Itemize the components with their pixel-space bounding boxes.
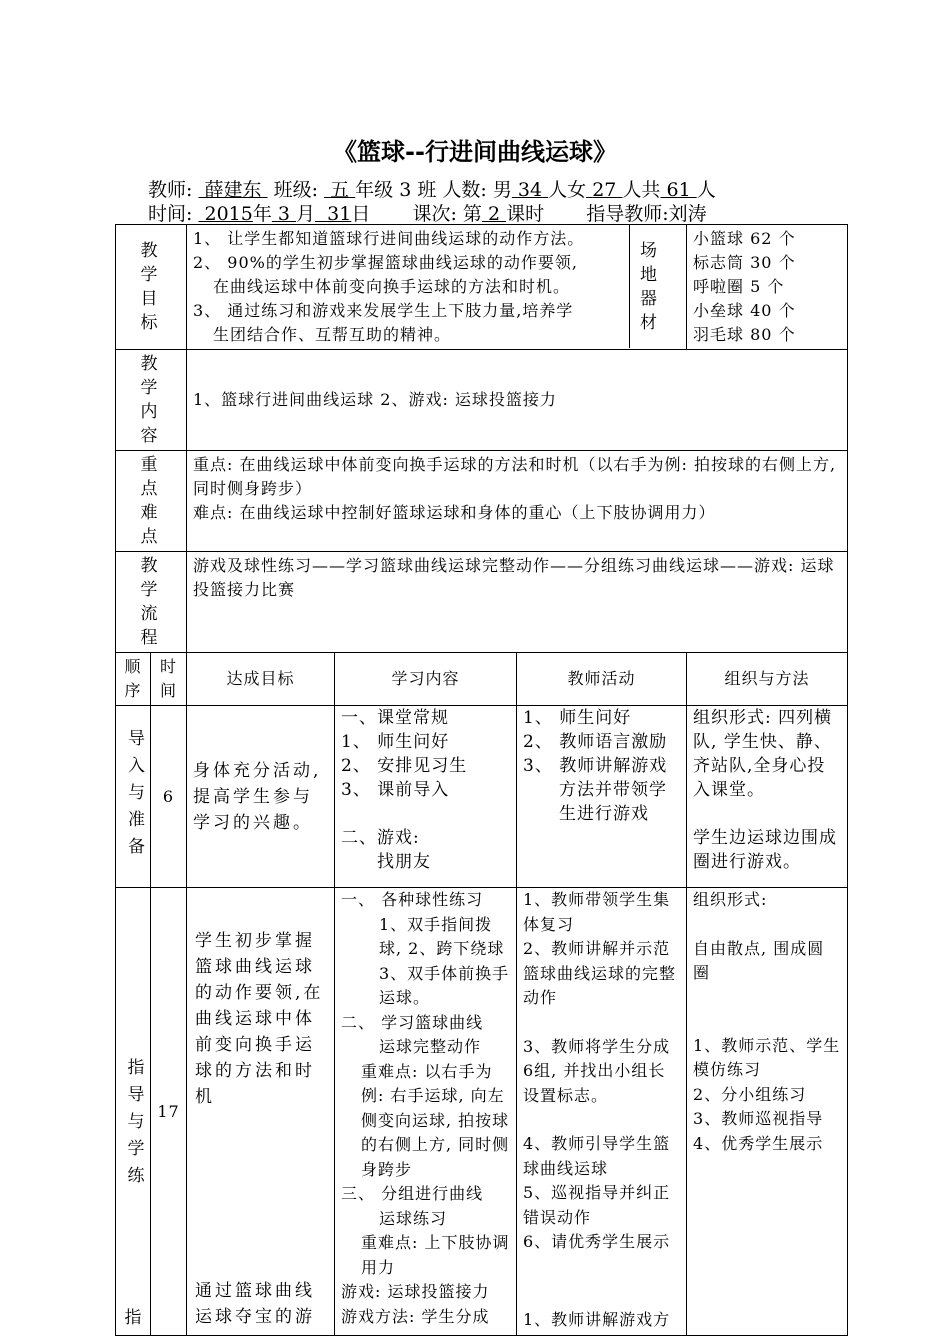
teacher-item: 3、 教师讲解游戏 — [523, 756, 668, 776]
study-item: 一、课堂常规 — [341, 708, 449, 728]
total-label: 人共 — [622, 179, 661, 201]
col-teacher: 教师活动 — [517, 653, 687, 706]
study-item: 2、 安排见习生 — [341, 756, 468, 776]
teacher-item: 3、教师将学生分成6组, 并找出小组长设置标志。 — [523, 1036, 671, 1105]
male-count: 34 — [517, 179, 543, 201]
col-order: 顺序 — [116, 653, 151, 706]
key-point: 重点: 在曲线运球中体前变向换手运球的方法和时机（以右手为例: 拍按球的右侧上方, 同时侧身跨步） — [193, 455, 837, 498]
grade-suffix: 年级 3 班 — [355, 179, 437, 201]
study-item: 重难点: 上下肢协调用力 — [361, 1233, 510, 1277]
equipment-label: 场地器材 — [640, 240, 660, 333]
goal-item: 2、 90%的学生初步掌握篮球曲线运球的动作要领, — [193, 253, 578, 272]
equipment-item: 小篮球 62 个 — [693, 229, 796, 248]
teacher-name: 薛建东 — [204, 179, 262, 201]
day-suffix: 日 — [351, 203, 371, 225]
goal-item: 生团结合作、互帮互助的精神。 — [213, 325, 452, 344]
month-value: 3 — [277, 203, 291, 225]
org-item: 4、优秀学生展示 — [693, 1133, 824, 1153]
content-row — [116, 350, 848, 451]
study-item: 重难点: 以右手为例: 右手运球, 向左侧变向运球, 拍按球的右侧上方, 同时侧身跨步 — [361, 1061, 510, 1179]
teacher-item: 1、 师生问好 — [523, 708, 632, 728]
equipment-item: 羽毛球 80 个 — [693, 325, 796, 344]
table-row — [116, 706, 848, 888]
teacher-item: 5、巡视指导并纠正错误动作 — [523, 1183, 671, 1227]
org-item: 组织形式: — [693, 890, 768, 909]
goals-cell — [187, 225, 687, 350]
day-value: 31 — [327, 203, 352, 225]
goals-text — [187, 225, 630, 348]
phase-cell: 指导与学练 指 — [116, 888, 151, 1336]
teacher-item: 2、教师讲解并示范篮球曲线运球的完整动作 — [523, 939, 677, 1007]
keypoints-text — [187, 451, 848, 552]
goal-item: 1、 让学生都知道篮球行进间曲线运球的动作方法。 — [193, 229, 585, 248]
month-suffix: 月 — [296, 203, 316, 225]
header-line-1 — [148, 175, 716, 202]
study-item: 一、 各种球性练习 — [341, 890, 484, 909]
grade-value: 五 — [330, 179, 350, 201]
content-label: 教学内容 — [116, 350, 187, 451]
header-line-2 — [148, 199, 707, 226]
flow-row — [116, 552, 848, 653]
goal-cell — [187, 888, 335, 1336]
study-item: 运球练习 — [379, 1208, 448, 1228]
year-value: 2015 — [204, 203, 253, 225]
goal-item: 3、 通过练习和游戏来发展学生上下肢力量,培养学 — [193, 301, 574, 320]
study-cell — [335, 888, 517, 1336]
teacher-item: 1、教师讲解游戏方 — [523, 1310, 671, 1329]
study-item: 二、 学习篮球曲线 — [341, 1012, 484, 1032]
teacher-cell — [517, 706, 687, 888]
female-count: 27 — [592, 179, 617, 201]
year-suffix: 年 — [252, 203, 272, 225]
teacher-item: 生进行游戏 — [559, 804, 649, 824]
goals-row — [116, 225, 848, 350]
teacher-cell — [517, 888, 687, 1336]
class-label: 班级: — [273, 179, 319, 201]
lesson-value: 2 — [487, 203, 501, 225]
teacher-item: 方法并带领学 — [559, 780, 667, 800]
time-cell: 6 — [151, 706, 187, 888]
flow-text: 游戏及球性练习——学习篮球曲线运球完整动作——分组练习曲线运球——游戏: 运球投篮接力比赛 — [187, 552, 848, 653]
study-item: 3、 课前导入 — [341, 780, 450, 800]
lesson-plan-table — [115, 224, 848, 1336]
org-item: 3、教师巡视指导 — [693, 1109, 824, 1128]
phase-cell: 导入与准备 — [116, 706, 151, 888]
keypoints-label: 重点难点 — [116, 451, 187, 552]
org-item: 学生边运球边围成圈进行游戏。 — [693, 828, 838, 872]
lesson-suffix: 课时 — [506, 203, 545, 225]
female-label: 人女 — [548, 179, 587, 201]
study-item: 运球完整动作 — [379, 1037, 482, 1056]
table-row — [116, 888, 848, 1336]
equipment-item: 小垒球 40 个 — [693, 301, 796, 320]
org-item: 2、分小组练习 — [693, 1084, 807, 1104]
equipment-list — [687, 225, 848, 350]
column-header-row — [116, 653, 848, 706]
goal-cell: 身体充分活动, 提高学生参与学习的兴趣。 — [187, 706, 335, 888]
advisor-label: 指导教师: — [586, 203, 669, 225]
teacher-item: 4、教师引导学生篮球曲线运球 — [523, 1134, 671, 1178]
org-cell — [687, 706, 848, 888]
study-item: 游戏: 运球投篮接力 — [341, 1282, 490, 1301]
org-cell — [687, 888, 848, 1336]
teacher-item: 2、 教师语言激励 — [523, 732, 668, 752]
study-item: 找朋友 — [377, 852, 431, 872]
org-item: 1、教师示范、学生模仿练习 — [693, 1035, 841, 1079]
org-item: 自由散点, 围成圆圈 — [693, 938, 825, 982]
total-count: 61 — [666, 179, 691, 201]
person-suffix: 人 — [696, 179, 716, 201]
col-study: 学习内容 — [335, 653, 517, 706]
goals-label: 教学目标 — [116, 225, 187, 350]
teacher-item: 1、教师带领学生集体复习 — [523, 890, 671, 934]
content-text: 1、篮球行进间曲线运球 2、游戏: 运球投篮接力 — [187, 350, 848, 451]
col-org: 组织与方法 — [687, 653, 848, 706]
page-title: 《篮球--行进间曲线运球》 — [333, 138, 617, 166]
lesson-label: 课次: 第 — [412, 203, 482, 225]
study-item: 1、双手指间拨球, 2、跨下绕球 3、双手体前换手运球。 — [379, 914, 510, 1007]
study-cell — [335, 706, 517, 888]
goal-item: 在曲线运球中体前变向换手运球的方法和时机。 — [213, 277, 571, 296]
goal-text: 学生初步掌握篮球曲线运球的动作要领,在曲线运球中体前变向换手运球的方法和时机 — [195, 931, 324, 1107]
time-label: 时间: — [148, 203, 193, 225]
col-time: 时间 — [151, 653, 187, 706]
equipment-item: 呼啦圈 5 个 — [693, 277, 785, 296]
advisor-name: 刘涛 — [668, 203, 707, 225]
goal-text: 通过篮球曲线运球夺宝的游 — [195, 1281, 315, 1327]
org-item: 组织形式: 四列横队, 学生快、静、齐站队,全身心投入课堂。 — [693, 708, 833, 800]
count-label: 人数: 男 — [442, 179, 512, 201]
study-item: 1、 师生问好 — [341, 732, 450, 752]
equipment-item: 标志筒 30 个 — [693, 253, 796, 272]
teacher-label: 教师: — [148, 179, 193, 201]
teacher-item: 6、请优秀学生展示 — [523, 1232, 671, 1251]
study-item: 三、 分组进行曲线 — [341, 1184, 484, 1203]
study-item: 游戏方法: 学生分成 — [341, 1306, 490, 1326]
difficult-point: 难点: 在曲线运球中控制好篮球运球和身体的重心（上下肢协调用力） — [193, 503, 716, 522]
time-cell: 17 — [151, 888, 187, 1336]
study-item: 二、游戏: — [341, 828, 420, 848]
keypoints-row — [116, 451, 848, 552]
flow-label: 教学流程 — [116, 552, 187, 653]
col-goal: 达成目标 — [187, 653, 335, 706]
